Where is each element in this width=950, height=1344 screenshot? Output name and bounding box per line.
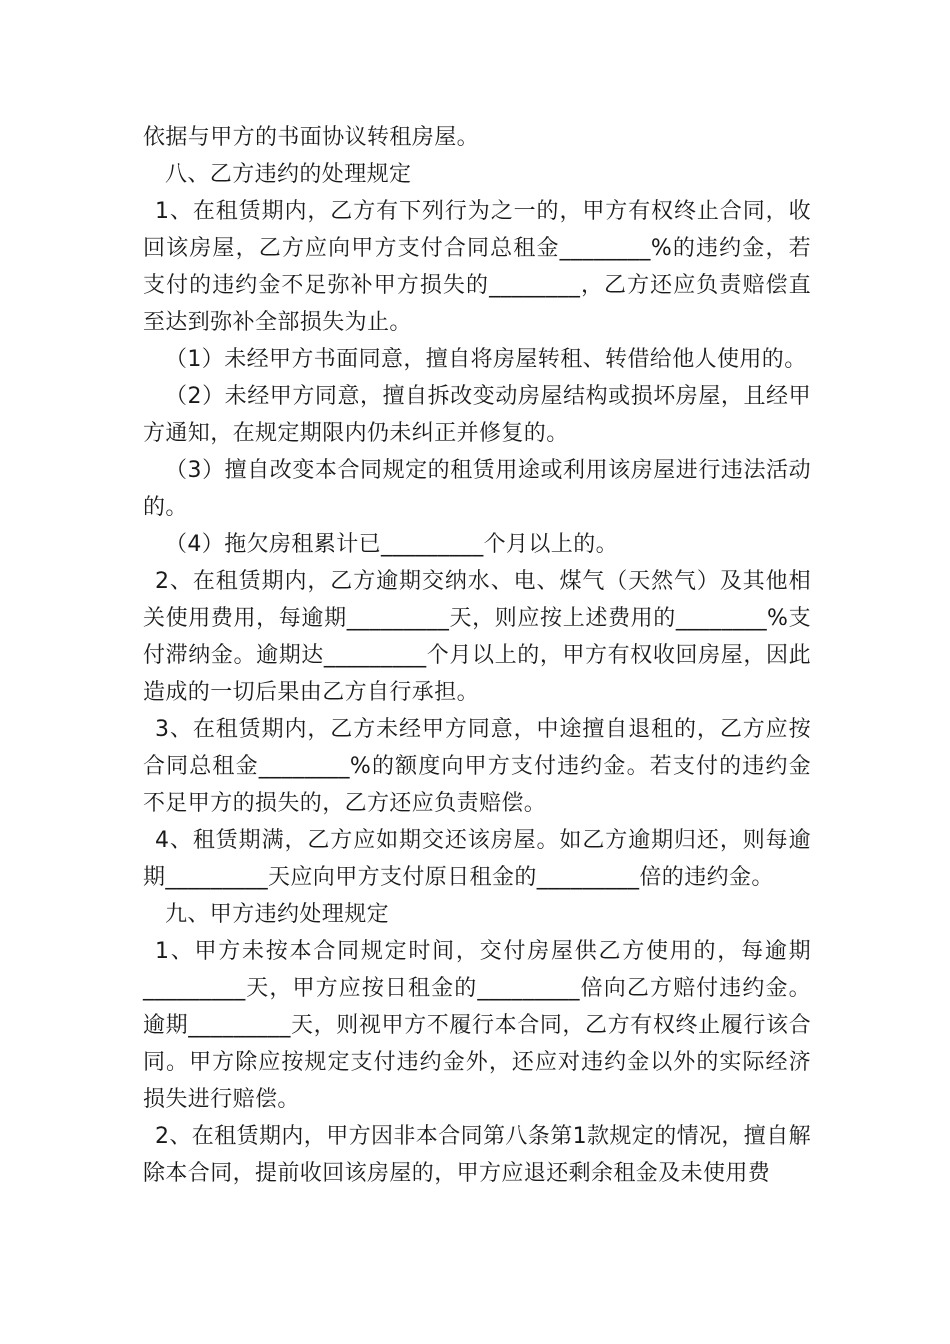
clause-8-3: 3、在租赁期内，乙方未经甲方同意，中途擅自退租的，乙方应按合同总租金________%的额度向甲方支付违约金。若支付的违约金不足甲方的损失的，乙方还应负责赔偿。 [143,717,811,816]
section-heading-8: 八、乙方违约的处理规定 [165,162,412,187]
item-8-1-3: （3）擅自改变本合同规定的租赁用途或利用该房屋进行违法活动的。 [143,458,811,520]
item-8-1-1: （1）未经甲方书面同意，擅自将房屋转租、转借给他人使用的。 [165,347,807,372]
clause-8-4: 4、租赁期满，乙方应如期交还该房屋。如乙方逾期归还，则每逾期_________天应向甲方支付原日租金的_________倍的违约金。 [143,828,811,890]
section-heading-9: 九、甲方违约处理规定 [165,902,390,927]
item-8-1-2: （2）未经甲方同意，擅自拆改变动房屋结构或损坏房屋，且经甲方通知，在规定期限内仍未纠正并修复的。 [143,384,811,446]
clause-9-2: 2、在租赁期内，甲方因非本合同第八条第1款规定的情况，擅自解除本合同，提前收回该房屋的，甲方应退还剩余租金及未使用费 [143,1124,811,1186]
clause-8-2: 2、在租赁期内，乙方逾期交纳水、电、煤气（天然气）及其他相关使用费用，每逾期_________天，则应按上述费用的________%支付滞纳金。逾期达_________个月以上的，甲方有权收回房屋，因此造成的一切后果由乙方自行承担。 [143,569,811,705]
document-body [143,119,811,1192]
item-8-1-4: （4）拖欠房租累计已_________个月以上的。 [165,532,618,557]
clause-9-1: 1、甲方未按本合同规定时间，交付房屋供乙方使用的，每逾期_________天，甲方应按日租金的_________倍向乙方赔付违约金。逾期_________天，则视甲方不履行本合同，乙方有权终止履行该合同。甲方除应按规定支付违约金外，还应对违约金以外的实际经济损失进行赔偿。 [143,939,811,1112]
clause-8-1: 1、在租赁期内，乙方有下列行为之一的，甲方有权终止合同，收回该房屋，乙方应向甲方支付合同总租金________%的违约金，若支付的违约金不足弥补甲方损失的________，乙方还应负责赔偿直至达到弥补全部损失为止。 [143,199,811,335]
paragraph-continuation: 依据与甲方的书面协议转租房屋。 [143,125,480,150]
